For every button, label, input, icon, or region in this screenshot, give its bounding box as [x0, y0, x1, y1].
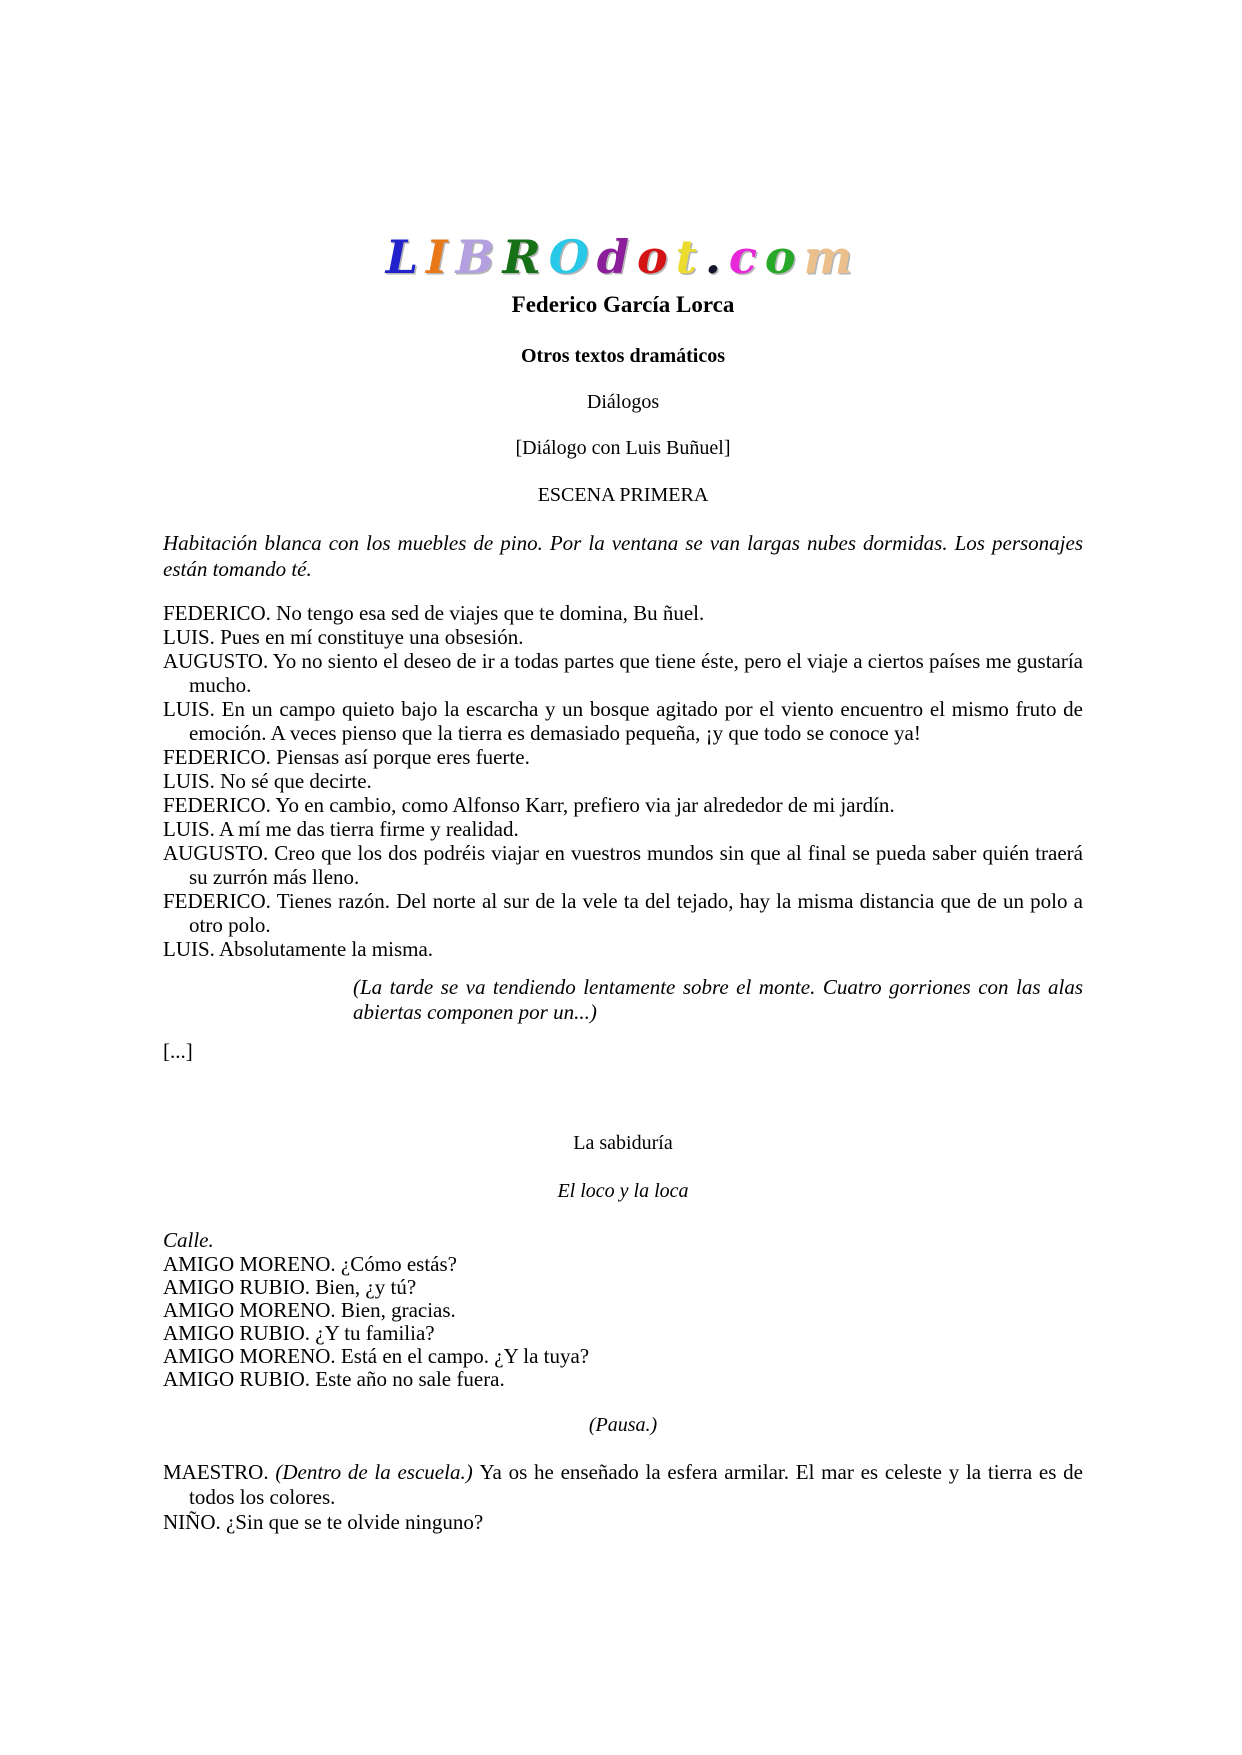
author-title: Federico García Lorca — [511, 292, 735, 317]
logo-letter: R — [502, 230, 549, 284]
dialogue-block-bunuel — [163, 601, 1083, 961]
logo-letter: O — [548, 230, 597, 284]
subsection-title-loco: El loco y la loca — [557, 1180, 689, 1202]
stage-direction: Habitación blanca con los muebles de pino. Por la ventana se van largas nubes dormidas. Los personajes están tomando té. — [163, 531, 1083, 581]
dialogue-line: AMIGO RUBIO. Bien, ¿y tú? — [163, 1275, 417, 1299]
dialogue-line-maestro — [163, 1460, 1083, 1510]
dialogue-line: LUIS. No sé que decirte. — [163, 769, 372, 793]
dialogue-block-amigos — [163, 1253, 1083, 1391]
dialogue-line: LUIS. Pues en mí constituye una obsesión. — [163, 625, 524, 649]
scene-heading: ESCENA PRIMERA — [537, 484, 709, 506]
piece-title: [Diálogo con Luis Buñuel] — [515, 437, 731, 459]
dialogue-line: FEDERICO. Tienes razón. Del norte al sur de la vele ta del tejado, hay la misma distancia que de un polo a otro polo. — [163, 889, 1083, 937]
dialogue-line: FEDERICO. Yo en cambio, como Alfonso Karr, prefiero via jar alrededor de mi jardín. — [163, 793, 895, 817]
logo-letter: c — [728, 230, 765, 284]
logo-letter: o — [636, 230, 676, 284]
logo-letter: . — [704, 230, 729, 284]
dialogue-line: LUIS. En un campo quieto bajo la escarcha y un bosque agitado por el viento encuentro el mismo fruto de emoción. A veces pienso que la tierra es demasiado pequeña, ¡y que todo se conoce ya! — [163, 697, 1083, 745]
section-title: Diálogos — [586, 391, 660, 413]
inline-stage-direction: (Dentro de la escuela.) — [275, 1460, 480, 1484]
dialogue-line: AMIGO MORENO. Está en el campo. ¿Y la tuya? — [163, 1344, 590, 1368]
logo-letter: B — [455, 230, 503, 284]
speaker-label: MAESTRO. — [163, 1460, 276, 1484]
dialogue-line: AUGUSTO. Yo no siento el deseo de ir a todas partes que tiene éste, pero el viaje a ciertos países me gustaría mucho. — [163, 649, 1083, 697]
dialogue-line: FEDERICO. No tengo esa sed de viajes que te domina, Bu ñuel. — [163, 601, 705, 625]
dialogue-line: AMIGO MORENO. Bien, gracias. — [163, 1298, 456, 1322]
stage-direction-parenthetical: (La tarde se va tendiendo lentamente sobre el monte. Cuatro gorriones con las alas abiertas componen por un...) — [353, 975, 1083, 1024]
dialogue-line: LUIS. A mí me das tierra firme y realidad. — [163, 817, 519, 841]
dialogue-line: AUGUSTO. Creo que los dos podréis viajar en vuestros mundos sin que al final se pueda saber quién traerá su zurrón más lleno. — [163, 841, 1083, 889]
logo-letter: o — [764, 230, 804, 284]
librodot-logo — [163, 230, 1083, 285]
dialogue-line: NIÑO. ¿Sin que se te olvide ninguno? — [163, 1510, 484, 1534]
logo-letter: L — [385, 230, 427, 284]
scene-setting: Calle. — [163, 1228, 214, 1252]
dialogue-line: AMIGO RUBIO. Este año no sale fuera. — [163, 1367, 505, 1391]
pause-direction: (Pausa.) — [588, 1414, 658, 1436]
logo-letter: t — [675, 230, 705, 284]
dialogue-block-maestro — [163, 1460, 1083, 1535]
dialogue-text: Ya os he enseñado la esfera armilar. El mar es celeste y la tierra es de todos los colores. — [189, 1460, 1083, 1509]
logo-letter: m — [803, 230, 861, 284]
dialogue-line: AMIGO MORENO. ¿Cómo estás? — [163, 1252, 457, 1276]
omission-mark: [...] — [163, 1039, 193, 1063]
section-title-sabiduria: La sabiduría — [573, 1132, 673, 1154]
dialogue-line: FEDERICO. Piensas así porque eres fuerte. — [163, 745, 530, 769]
logo-letter: d — [596, 230, 637, 284]
dialogue-line: LUIS. Absolutamente la misma. — [163, 937, 434, 961]
work-title: Otros textos dramáticos — [520, 345, 726, 367]
dialogue-line: AMIGO RUBIO. ¿Y tu familia? — [163, 1321, 435, 1345]
logo-letter: I — [426, 230, 456, 284]
